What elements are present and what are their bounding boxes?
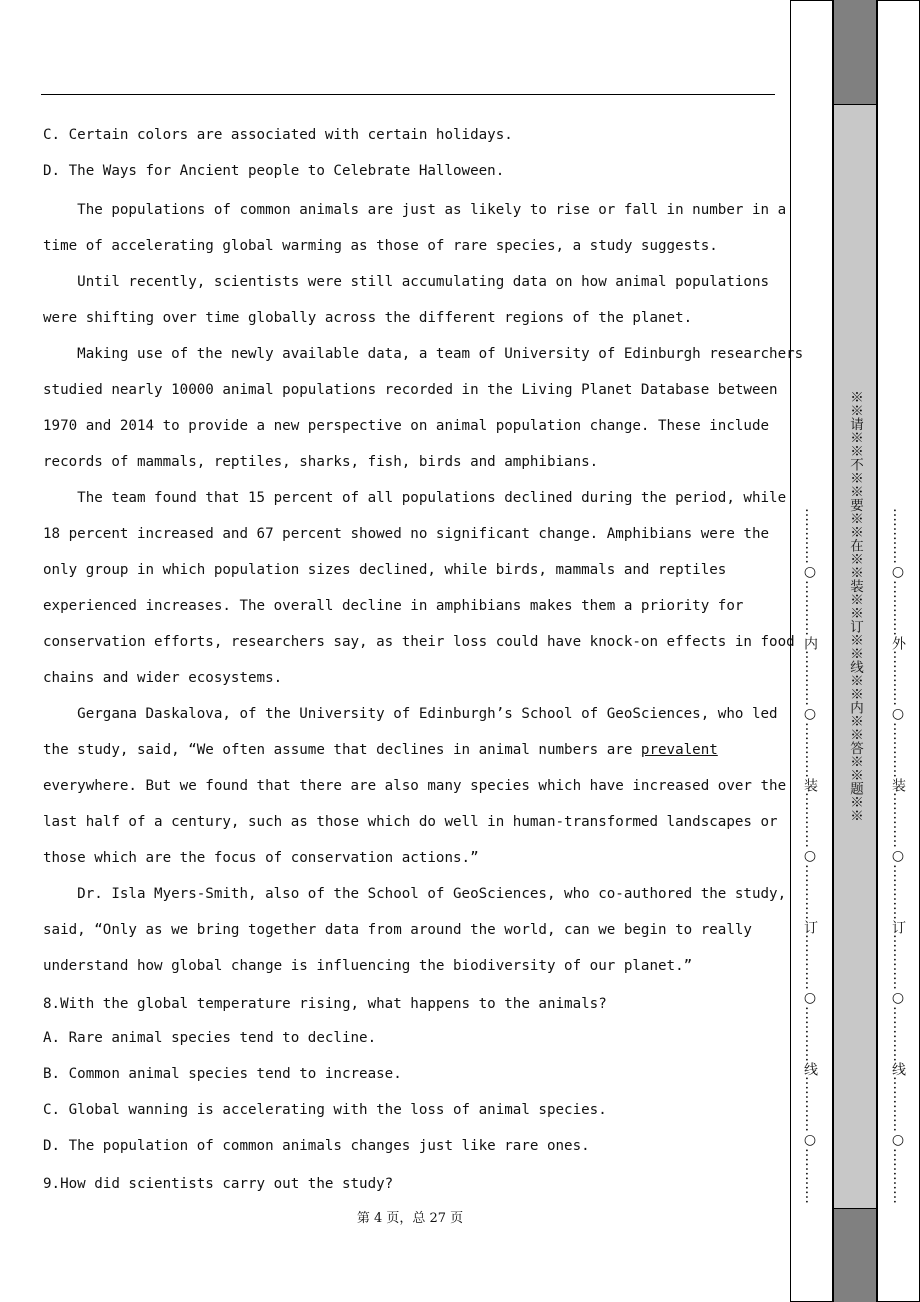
text-line-content: The populations of common animals are just as likely to rise or fall in number in a (43, 202, 787, 218)
page-footer: 第 4 页，总 27 页 (356, 1211, 464, 1226)
text-line (43, 1100, 607, 1120)
text-line-content: conservation efforts, researchers say, as their loss could have knock-on effects in food (43, 634, 795, 650)
text-line-content: studied nearly 10000 animal populations recorded in the Living Planet Database between (43, 382, 778, 398)
header-rule (41, 94, 775, 95)
text-line-content: 9.How did scientists carry out the study? (43, 1176, 394, 1192)
text-line (43, 236, 718, 256)
binding-dark-block-bottom (834, 1208, 876, 1302)
underlined-word: prevalent (640, 742, 718, 758)
text-line (43, 161, 504, 181)
text-line (43, 452, 598, 472)
text-line (43, 1136, 590, 1156)
text-line-content: the study, said, “We often assume that declines in animal numbers are (43, 742, 641, 758)
text-line-content: A. Rare animal species tend to decline. (43, 1030, 377, 1046)
text-line (43, 956, 692, 976)
text-line (43, 488, 786, 508)
text-line (43, 380, 778, 400)
binding-outer-column (877, 0, 920, 1302)
text-line-content: were shifting over time globally across the different regions of the planet. (43, 310, 693, 326)
text-line-content: C. Global wanning is accelerating with the loss of animal species. (43, 1102, 607, 1118)
text-line (43, 632, 795, 652)
binding-inner-column (790, 0, 833, 1302)
text-line-content: 18 percent increased and 67 percent showed no significant change. Amphibians were the (43, 526, 770, 542)
text-line-content: understand how global change is influencing the biodiversity of our planet.” (43, 958, 693, 974)
text-line (43, 308, 692, 328)
text-line (43, 1174, 393, 1194)
text-line (43, 524, 769, 544)
text-line (43, 344, 803, 364)
text-line-content: Until recently, scientists were still accumulating data on how animal populations (43, 274, 770, 290)
text-line (43, 1064, 402, 1084)
text-line-content: those which are the focus of conservation actions.” (43, 850, 479, 866)
text-line (43, 416, 769, 436)
text-line (43, 884, 786, 904)
text-line-content: Dr. Isla Myers-Smith, also of the School of GeoSciences, who co-authored the study, (43, 886, 787, 902)
text-line-content: records of mammals, reptiles, sharks, fish, birds and amphibians. (43, 454, 599, 470)
text-line-content: 1970 and 2014 to provide a new perspective on animal population change. These include (43, 418, 770, 434)
binding-inner-text: …………○…………内…………○…………装…………○…………订…………○…………线…………○………… (802, 508, 818, 1204)
text-line (43, 704, 778, 724)
text-line-content: chains and wider ecosystems. (43, 670, 283, 686)
text-line (43, 812, 778, 832)
text-line-content: C. Certain colors are associated with certain holidays. (43, 127, 513, 143)
text-line (43, 1028, 376, 1048)
text-line (43, 994, 607, 1014)
text-line-content: experienced increases. The overall decline in amphibians makes them a priority for (43, 598, 744, 614)
text-line (43, 848, 479, 868)
text-line-content: D. The Ways for Ancient people to Celebrate Halloween. (43, 163, 505, 179)
text-line-content: said, “Only as we bring together data from around the world, can we begin to really (43, 922, 752, 938)
text-line (43, 668, 282, 688)
text-line-content: Gergana Daskalova, of the University of Edinburgh’s School of GeoSciences, who led (43, 706, 778, 722)
text-line-content: Making use of the newly available data, a team of University of Edinburgh researchers (43, 346, 804, 362)
binding-outer-text: …………○…………外…………○…………装…………○…………订…………○…………线…………○………… (890, 508, 906, 1204)
text-line-content: B. Common animal species tend to increase. (43, 1066, 402, 1082)
binding-notice-column (833, 0, 877, 1302)
text-line-content: time of accelerating global warming as those of rare species, a study suggests. (43, 238, 718, 254)
text-line-content: last half of a century, such as those which do well in human-transformed landscapes or (43, 814, 778, 830)
text-line-content: everywhere. But we found that there are also many species which have increased over the (43, 778, 787, 794)
text-line (43, 272, 769, 292)
text-line (43, 560, 726, 580)
text-line (43, 920, 752, 940)
text-line (43, 740, 718, 760)
binding-notice-text: ※※请※※不※※要※※在※※装※※订※※线※※内※※答※※题※※ (847, 390, 863, 822)
text-line-content: only group in which population sizes declined, while birds, mammals and reptiles (43, 562, 727, 578)
binding-dark-block-top (834, 0, 876, 105)
text-line-content: The team found that 15 percent of all populations declined during the period, while (43, 490, 787, 506)
text-line-content: 8.With the global temperature rising, what happens to the animals? (43, 996, 607, 1012)
text-line (43, 596, 743, 616)
text-line (43, 776, 786, 796)
text-line-content: D. The population of common animals changes just like rare ones. (43, 1138, 590, 1154)
text-line (43, 125, 513, 145)
text-line (43, 200, 786, 220)
